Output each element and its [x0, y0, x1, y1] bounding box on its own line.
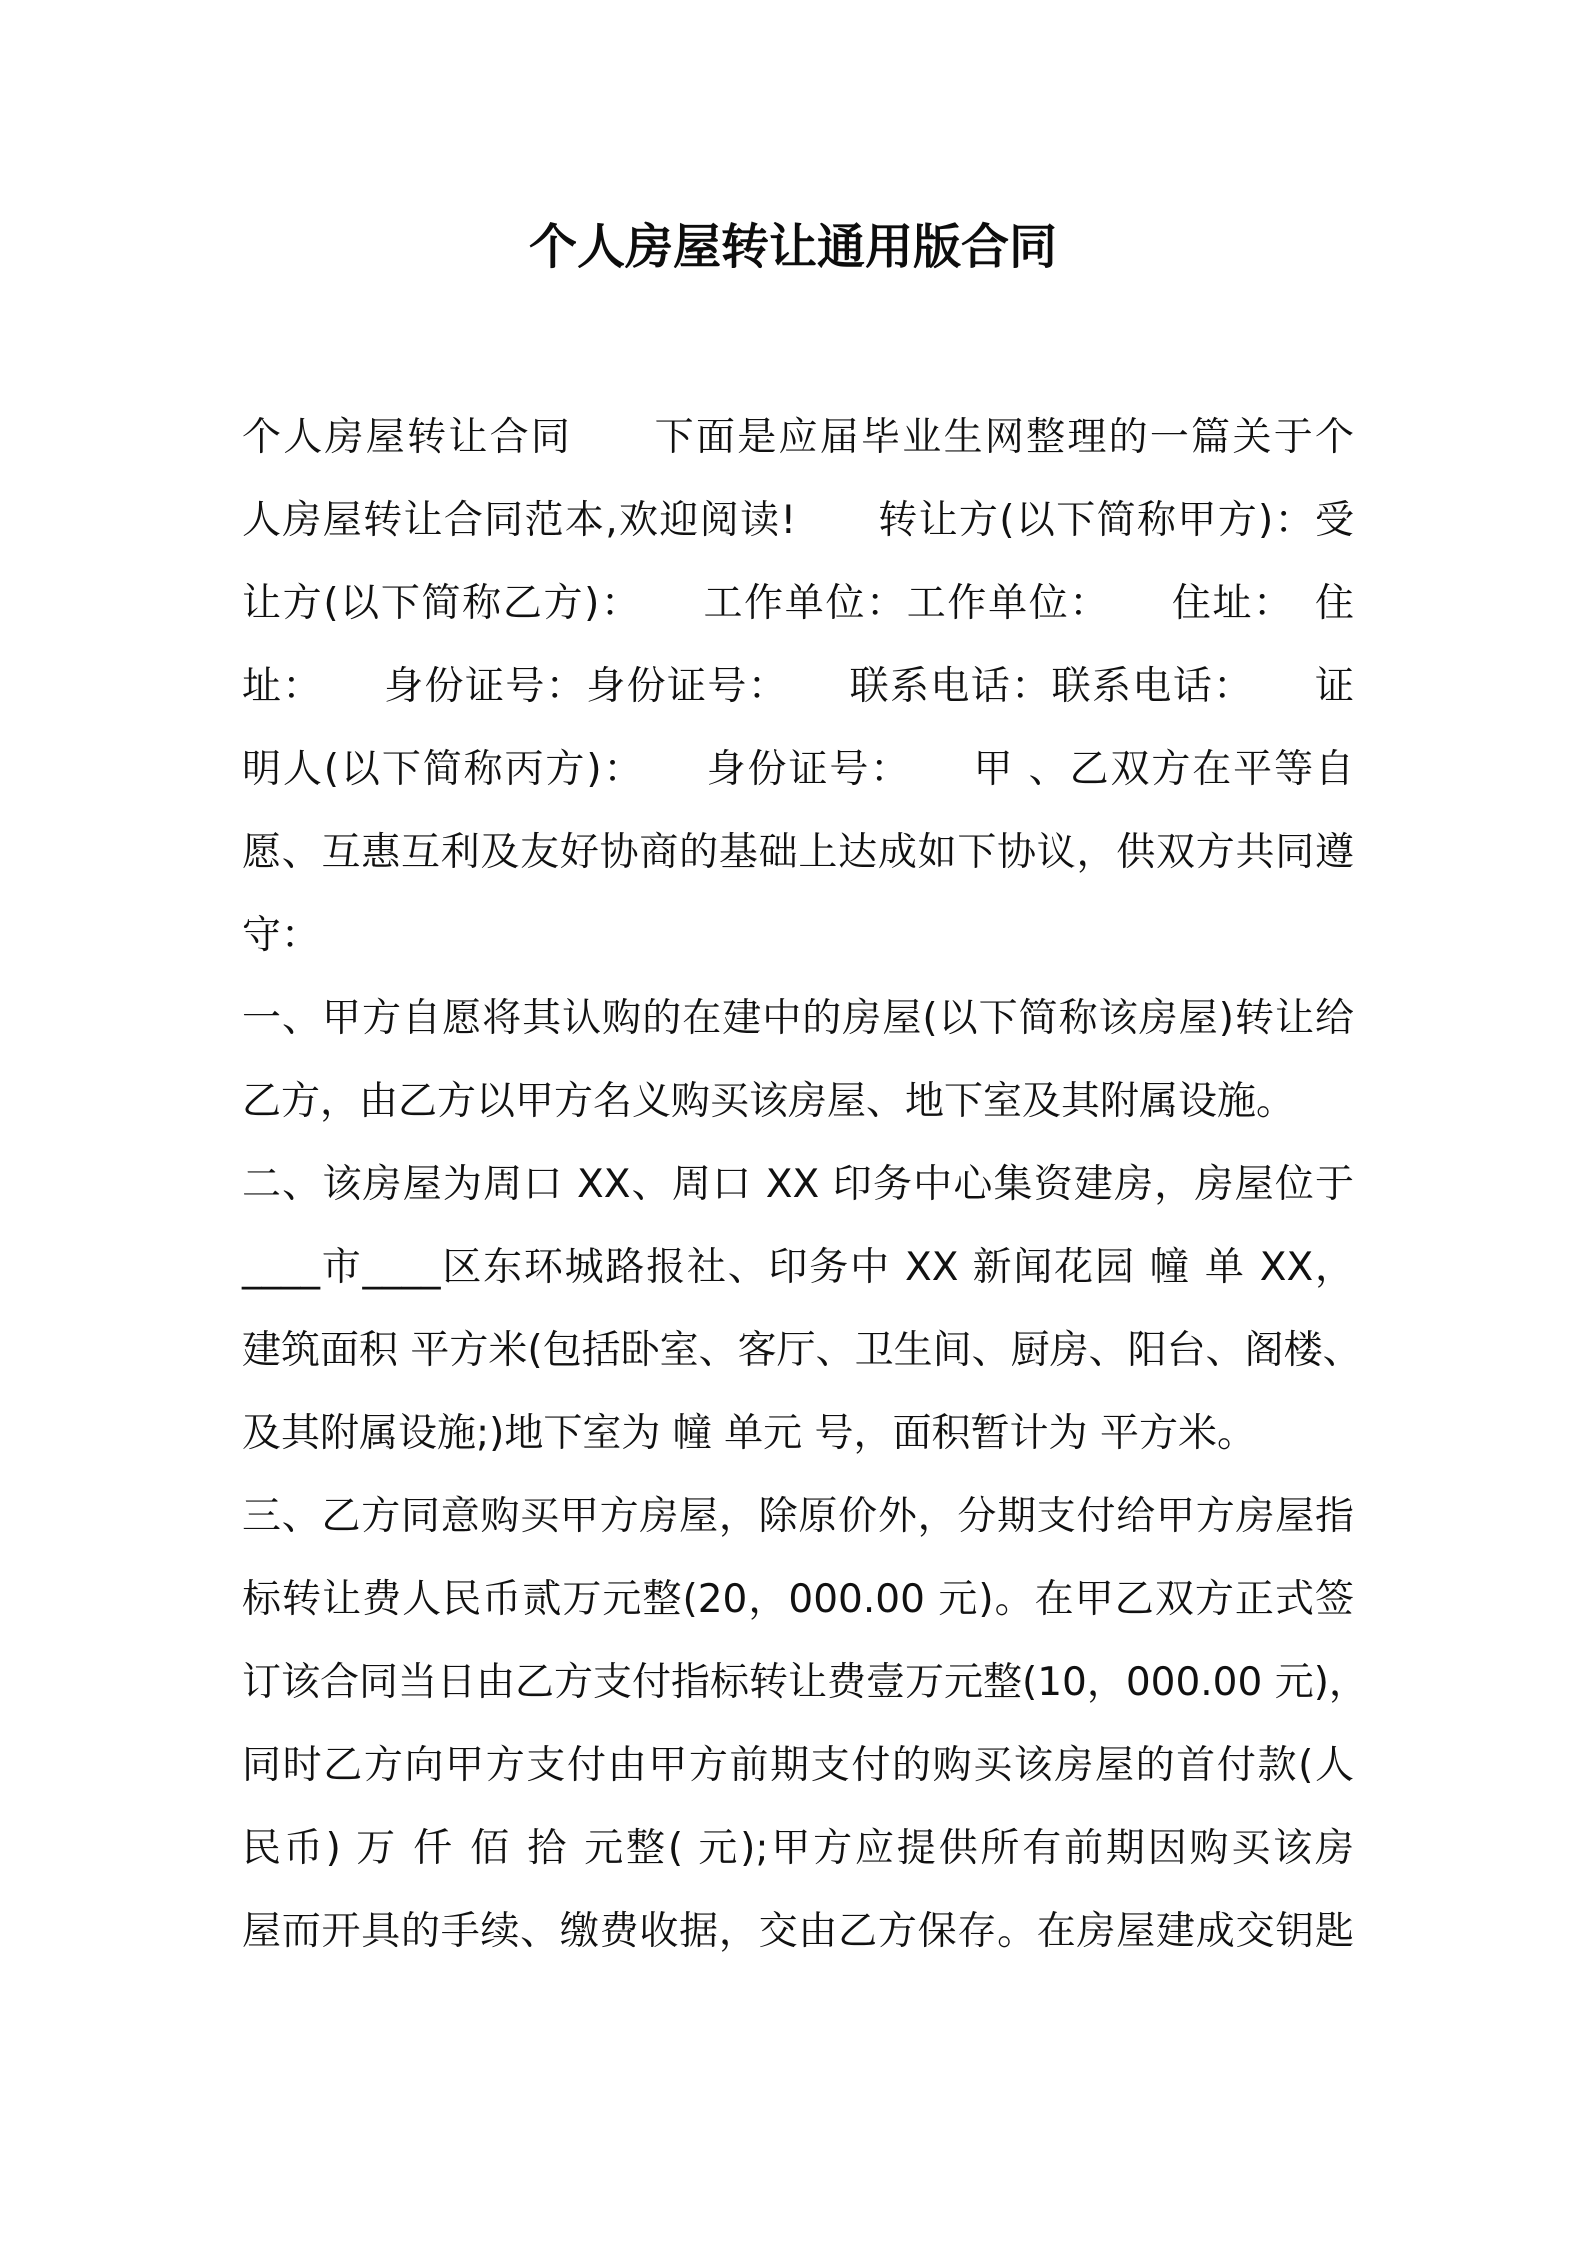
body-line-5: 明人(以下简称丙方)： 身份证号： 甲 、乙双方在平等自	[242, 747, 1354, 792]
body-line-3: 让方(以下简称乙方)： 工作单位：工作单位： 住址： 住	[242, 581, 1354, 626]
body-line-7: 守：	[242, 913, 321, 958]
body-line-11: ____市____区东环城路报社、印务中 XX 新闻花园 幢 单 XX，	[242, 1245, 1354, 1290]
body-line-9: 乙方，由乙方以甲方名义购买该房屋、地下室及其附属设施。	[242, 1079, 1296, 1124]
body-line-4: 址： 身份证号：身份证号： 联系电话：联系电话： 证	[242, 664, 1354, 709]
body-line-8: 一、甲方自愿将其认购的在建中的房屋(以下简称该房屋)转让给	[242, 996, 1354, 1041]
document-title: 个人房屋转让通用版合同	[528, 219, 1057, 275]
body-line-13: 及其附属设施;)地下室为 幢 单元 号，面积暂计为 平方米。	[242, 1411, 1256, 1456]
document-body	[242, 396, 1368, 1973]
body-line-18: 民币) 万 仟 佰 拾 元整( 元);甲方应提供所有前期因购买该房	[242, 1826, 1354, 1871]
body-line-14: 三、乙方同意购买甲方房屋，除原价外，分期支付给甲方房屋指	[242, 1494, 1354, 1539]
body-line-2: 人房屋转让合同范本,欢迎阅读! 转让方(以下简称甲方)：受	[242, 498, 1354, 543]
body-line-6: 愿、互惠互利及友好协商的基础上达成如下协议，供双方共同遵	[242, 830, 1354, 875]
body-line-1: 个人房屋转让合同 下面是应届毕业生网整理的一篇关于个	[242, 415, 1354, 460]
body-line-19: 屋而开具的手续、缴费收据，交由乙方保存。在房屋建成交钥匙	[242, 1909, 1354, 1954]
body-line-16: 订该合同当日由乙方支付指标转让费壹万元整(10，000.00 元)，	[242, 1660, 1368, 1705]
body-line-12: 建筑面积 平方米(包括卧室、客厅、卫生间、厨房、阳台、阁楼、	[242, 1328, 1362, 1373]
body-line-10: 二、该房屋为周口 XX、周口 XX 印务中心集资建房，房屋位于	[242, 1162, 1354, 1207]
body-line-17: 同时乙方向甲方支付由甲方前期支付的购买该房屋的首付款(人	[242, 1743, 1354, 1788]
body-line-15: 标转让费人民币贰万元整(20，000.00 元)。在甲乙双方正式签	[242, 1577, 1354, 1622]
